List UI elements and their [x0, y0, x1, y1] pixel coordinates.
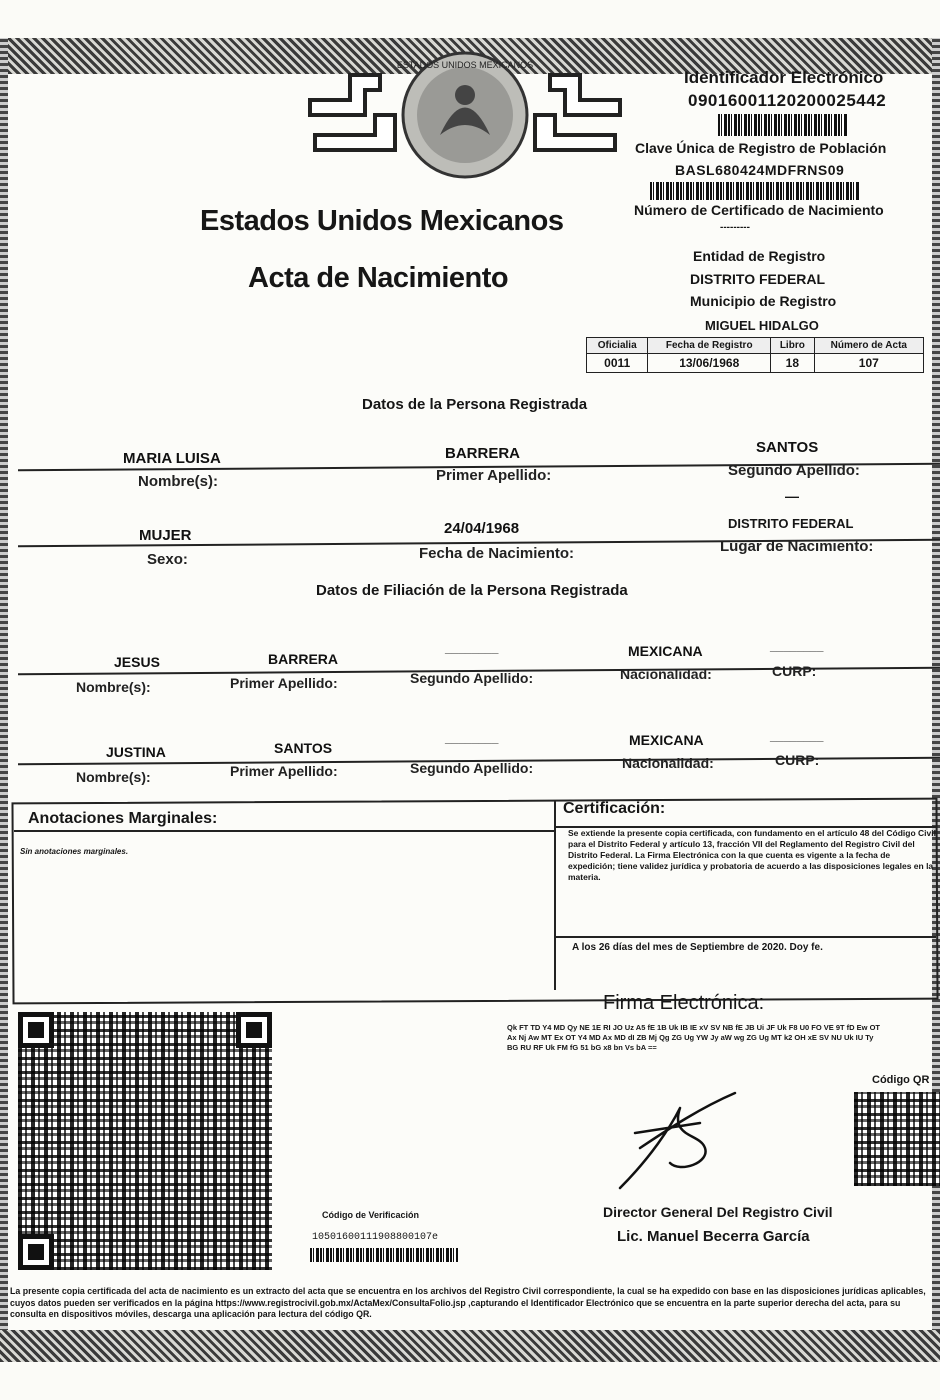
annotations-title: Anotaciones Marginales: — [28, 810, 218, 827]
certification-text: Se extiende la presente copia certificada, con fundamento en el artículo 48 del Código Civil para el Distrito Federal y artículo 13, fracción VII del Reglamento del Registro Civil del Distrito Federal. La Firma Electrónica con la que cuenta es vigente a la fecha de expedición; tiene validez jurídica y probatoria de acuerdo a las disposiciones legales en la materia. — [568, 828, 936, 882]
curp-label: Clave Única de Registro de Población — [635, 140, 887, 156]
annotations-title-line — [14, 830, 554, 832]
electronic-id-barcode — [718, 114, 848, 136]
parent2-curp-label: CURP: — [775, 752, 820, 768]
parent1-nationality: MEXICANA — [628, 643, 703, 659]
qr-code-small — [854, 1092, 940, 1186]
qr-code-large — [18, 1012, 272, 1270]
person-second-surname-label: Segundo Apellido: — [728, 462, 860, 479]
parent1-names-label: Nombre(s): — [76, 679, 151, 695]
parent2-curp: ________ — [770, 729, 824, 743]
electronic-signature-hash: Qk FT TD Y4 MD Qy NE 1E RI JO Uz A5 fE 1B Uk IB IE xV SV NB fE JB Ui JF Uk F8 U0 FO VE 9T fD Ew OT Ax Nj Aw MT Ex OT Y4 MD Ax MD dI ZB Mj Qg ZG Ug YW Jy aW wg ZG Ug MT k2 OH xE SV NU Uk IU Ty BG RU RF Uk FM fG 51 bG x8 bn Vs bA == — [507, 1023, 881, 1052]
parent2-names: JUSTINA — [106, 744, 166, 760]
document-title: Acta de Nacimiento — [248, 262, 509, 294]
parent2-nationality-label: Nacionalidad: — [622, 755, 714, 771]
person-first-surname: BARRERA — [445, 445, 520, 462]
person-dash: — — [785, 488, 799, 504]
qr-code-label: Código QR — [872, 1074, 930, 1086]
filiation-section-title: Datos de Filiación de la Persona Registrada — [316, 582, 628, 599]
electronic-signature-title: Firma Electrónica: — [603, 992, 765, 1014]
parent2-nationality: MEXICANA — [629, 732, 704, 748]
person-section-title: Datos de la Persona Registrada — [362, 396, 588, 413]
frame-divider — [554, 800, 556, 990]
parent2-second-surname-label: Segundo Apellido: — [410, 760, 534, 776]
municipality-label: Municipio de Registro — [690, 293, 837, 309]
registry-book: 18 — [771, 354, 815, 373]
registry-header-date: Fecha de Registro — [648, 338, 771, 354]
verification-code-label: Código de Verificación — [322, 1210, 420, 1220]
registry-oficialia: 0011 — [587, 354, 648, 373]
person-birth-date-label: Fecha de Nacimiento: — [419, 545, 575, 562]
verification-code-value: 10501600111908800107e — [312, 1232, 439, 1243]
person-birth-place: DISTRITO FEDERAL — [728, 516, 854, 531]
certification-date: A los 26 días del mes de Septiembre de 2020. Doy fe. — [572, 942, 823, 953]
parent1-second-surname-label: Segundo Apellido: — [410, 670, 534, 686]
parent2-first-surname: SANTOS — [274, 740, 333, 756]
parent1-second-surname: ________ — [445, 641, 499, 655]
curp-barcode — [650, 182, 860, 200]
parent2-names-label: Nombre(s): — [76, 769, 151, 785]
annotations-text: Sin anotaciones marginales. — [20, 847, 129, 856]
footer-note: La presente copia certificada del acta de nacimiento es un extracto del acta que se encuentra en los archivos del Registro Civil correspondiente, la cual se ha expedido con base en las disposiciones jurídicas aplicables, cuyos datos pueden ser verificados en la página https://www.registrocivil.gob.mx/ActaMex/ConsultaFolio.jsp ,capturando el Identificador Electrónico que se encuentra en la parte superior derecha del acta, para su consulta en dispositivos móviles, descarga una aplicación para lectura del código QR. — [10, 1286, 926, 1319]
person-second-surname: SANTOS — [756, 439, 819, 456]
parent2-second-surname: ________ — [445, 731, 499, 745]
qr-finder-top-left — [18, 1012, 54, 1048]
electronic-id-label: Identificador Electrónico — [684, 68, 884, 87]
qr-finder-top-right — [236, 1012, 272, 1048]
official-title: Director General Del Registro Civil — [603, 1204, 833, 1220]
verification-barcode — [310, 1248, 458, 1262]
person-sex: MUJER — [139, 527, 192, 544]
bottom-decorative-border — [0, 1330, 940, 1362]
parent2-first-surname-label: Primer Apellido: — [230, 763, 338, 779]
municipality-value: MIGUEL HIDALGO — [705, 318, 819, 333]
official-name: Lic. Manuel Becerra García — [617, 1228, 810, 1245]
person-sex-label: Sexo: — [147, 551, 188, 568]
person-birth-date: 24/04/1968 — [444, 520, 520, 537]
coat-of-arms-seal — [300, 40, 630, 190]
certificate-value: --------- — [720, 222, 750, 233]
parent1-first-surname-label: Primer Apellido: — [230, 675, 338, 691]
parent1-first-surname: BARRERA — [268, 651, 338, 667]
person-names-label: Nombre(s): — [138, 473, 219, 490]
country-title: Estados Unidos Mexicanos — [200, 205, 564, 237]
electronic-id-value: 09016001120200025442 — [688, 91, 887, 110]
certification-title: Certificación: — [563, 800, 666, 817]
person-names: MARIA LUISA — [123, 450, 221, 467]
entity-value: DISTRITO FEDERAL — [690, 271, 826, 287]
person-birth-place-label: Lugar de Nacimiento: — [720, 538, 874, 555]
seal-lettering: ESTADOS UNIDOS MEXICANOS — [396, 60, 534, 70]
parent1-curp-label: CURP: — [772, 663, 817, 679]
entity-label: Entidad de Registro — [693, 248, 826, 264]
qr-finder-bottom-left — [18, 1234, 54, 1270]
parent1-curp: ________ — [770, 639, 824, 653]
registry-date: 13/06/1968 — [648, 354, 771, 373]
person-first-surname-label: Primer Apellido: — [436, 467, 552, 484]
parent1-names: JESUS — [114, 654, 160, 670]
registry-header-act-number: Número de Acta — [814, 338, 923, 354]
registry-header-book: Libro — [771, 338, 815, 354]
registry-table — [586, 337, 924, 373]
certification-date-line — [556, 936, 936, 938]
certificate-label: Número de Certificado de Nacimiento — [634, 202, 884, 218]
registry-act-number: 107 — [814, 354, 923, 373]
curp-value: BASL680424MDFRNS09 — [675, 162, 845, 178]
parent1-nationality-label: Nacionalidad: — [620, 666, 712, 682]
left-border — [0, 38, 8, 1362]
registry-header-oficialia: Oficialia — [587, 338, 648, 354]
handwritten-signature — [610, 1088, 750, 1198]
